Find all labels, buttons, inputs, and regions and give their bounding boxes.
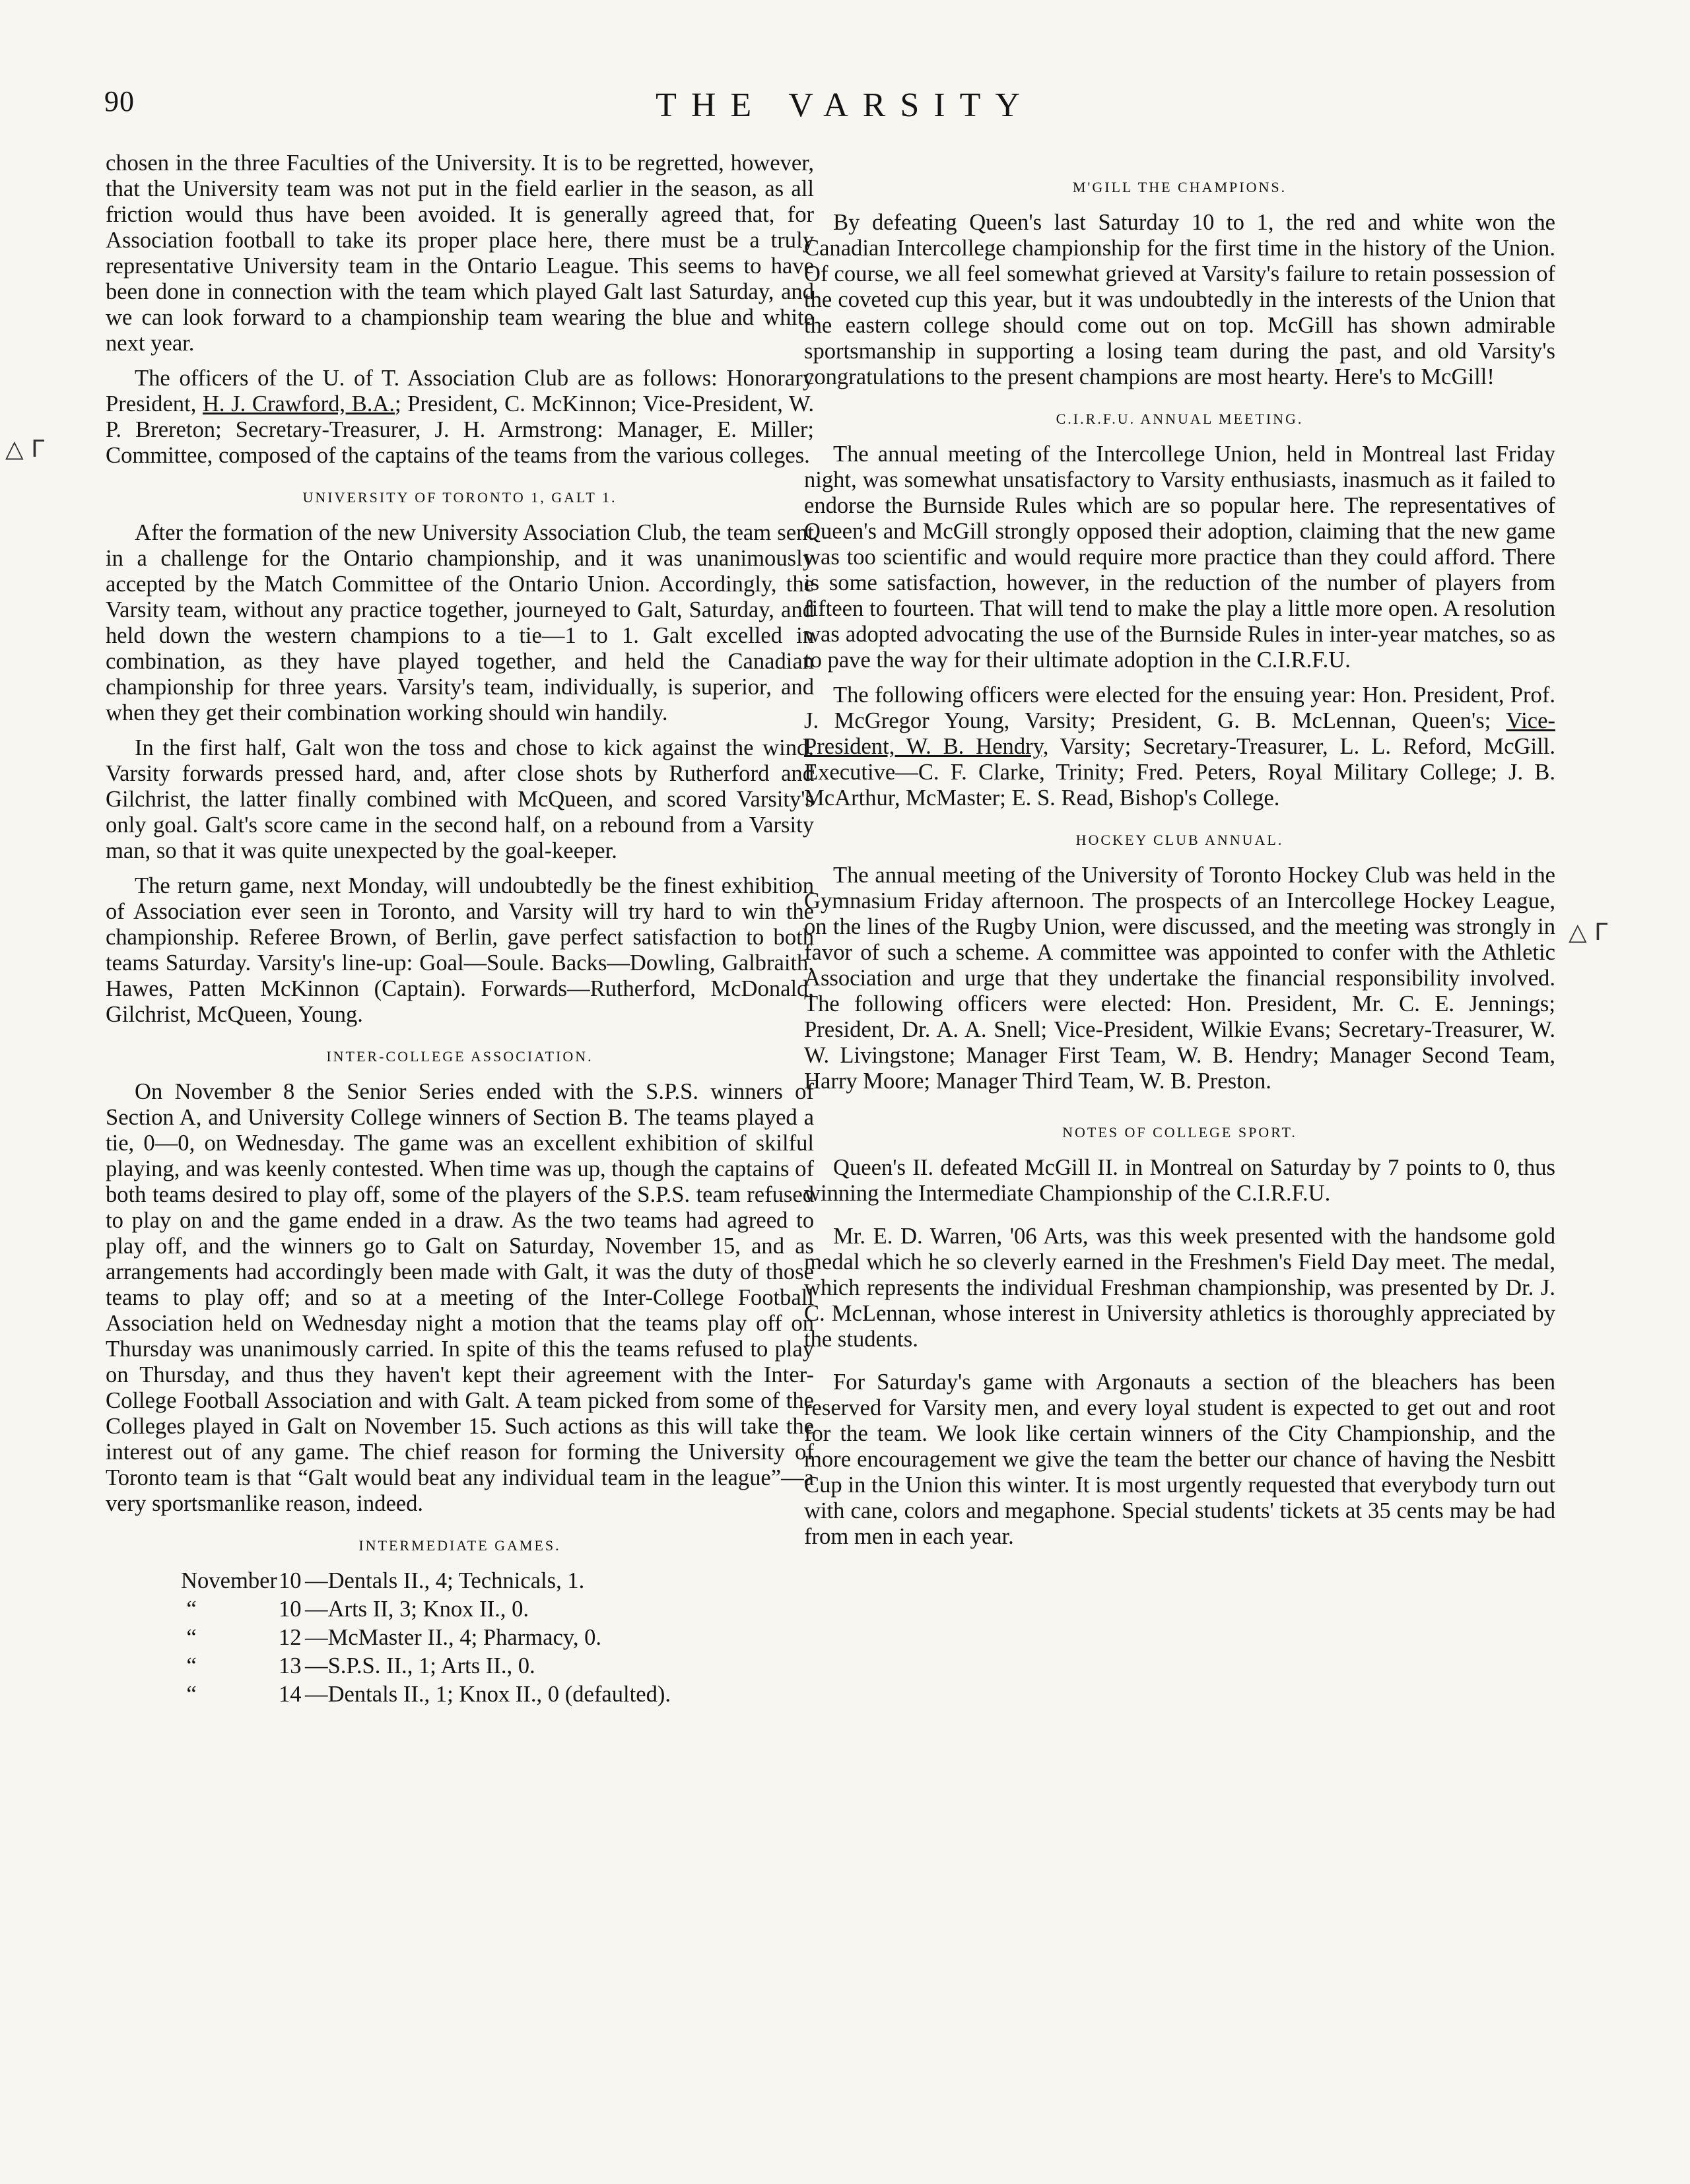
galt-paragraph-2: In the first half, Galt won the toss and chose to kick against the wind. Varsity forwards pressed hard, and, after close shots by Rutherford and Gilchrist, the latter finally combined with McQueen, and scored Varsity's only goal. Galt's score came in the second half, on a rebound from a Varsity man, so that it was quite unexpected by the goal-keeper.	[106, 735, 814, 863]
officers-text-b: ; President, C. McKinnon; Vice-President, W. P. Brereton; Secretary-Treasurer, J. H. Armstrong: Manager, E. Miller; Committee, composed of the captains of the teams from the various colleges.	[106, 391, 814, 468]
game-date: “	[186, 1597, 197, 1622]
notes-paragraph-1: Queen's II. defeated McGill II. in Montreal on Saturday by 7 points to 0, thus winning the Intermediate Championship of the C.I.R.F.U.	[804, 1155, 1555, 1206]
mcgill-heading: M'GILL THE CHAMPIONS.	[1072, 179, 1287, 195]
officers-paragraph	[106, 366, 814, 469]
game-day: 12	[279, 1625, 302, 1650]
game-day: 14	[279, 1682, 302, 1707]
game-date: “	[186, 1682, 197, 1707]
intermediate-games-list	[106, 1568, 814, 1707]
page-number: 90	[104, 85, 135, 117]
galt-paragraph-3: The return game, next Monday, will undoubtedly be the finest exhibition of Association ever seen in Toronto, and Varsity will try hard to win the championship. Referee Brown, of Berlin, gave perfect satisfaction to both teams Saturday. Varsity's line-up: Goal—Soule. Backs—Dowling, Galbraith, Hawes, Patten McKinnon (Captain). Forwards—Rutherford, McDonald, Gilchrist, McQueen, Young.	[106, 873, 814, 1027]
game-result: —Dentals II., 1; Knox II., 0 (defaulted).	[305, 1682, 671, 1707]
notes-paragraph-3: For Saturday's game with Argonauts a section of the bleachers has been reserved for Varsity men, and every loyal student is expected to get out and root for the team. We look like certain winners of the City Championship, and the more encouragement we give the team the better our chance of having the Nesbitt Cup in the Union this winter. It is most urgently requested that everybody turn out with cane, colors and megaphone. Special students' tickets at 35 cents may be had from men in each year.	[804, 1370, 1555, 1549]
game-day: 10	[279, 1597, 302, 1622]
game-row	[106, 1653, 814, 1679]
game-row	[106, 1625, 814, 1651]
game-row	[106, 1682, 814, 1707]
game-result: —Dentals II., 4; Technicals, 1.	[305, 1568, 585, 1593]
cirfu-paragraph-2	[804, 682, 1555, 811]
officers-text-a: The officers of the U. of T. Association Club are as follows: Honorary President,	[106, 366, 814, 416]
masthead-title: THE VARSITY	[656, 86, 1034, 124]
cirfu-paragraph-1: The annual meeting of the Intercollege Union, held in Montreal last Friday night, was somewhat unsatisfactory to Varsity enthusiasts, inasmuch as it failed to endorse the Burnside Rules which are so popular here. The representatives of Queen's and McGill strongly opposed their adoption, claiming that the new game was too scientific and would require more practice than they could afford. There is some satisfaction, however, in the reduction of the number of players from fifteen to fourteen. That will tend to make the play a little more open. A resolution was adopted advocating the use of the Burnside Rules in inter-year matches, so as to pave the way for their ultimate adoption in the C.I.R.F.U.	[804, 442, 1555, 673]
galt-paragraph-1: After the formation of the new University Association Club, the team sent in a challenge for the Ontario championship, and it was unanimously accepted by the Match Committee of the Ontario Union. Accordingly, the Varsity team, without any practice together, journeyed to Galt, Saturday, and held down the western champions to a tie—1 to 1. Galt excelled in combination, as they have played together, and held the Canadian championship for three years. Varsity's team, individually, is superior, and when they get their combination working should win handily.	[106, 520, 814, 725]
game-result: —Arts II, 3; Knox II., 0.	[305, 1597, 529, 1622]
intermediate-heading: INTERMEDIATE GAMES.	[358, 1537, 561, 1554]
game-date: “	[186, 1653, 197, 1678]
galt-heading: UNIVERSITY OF TORONTO 1, GALT 1.	[302, 489, 617, 506]
margin-mark-right: △ Γ	[1569, 919, 1608, 946]
game-result: —S.P.S. II., 1; Arts II., 0.	[305, 1653, 535, 1678]
officers-underlined-name: H. J. Crawford, B.A.	[202, 391, 395, 416]
mcgill-paragraph: By defeating Queen's last Saturday 10 to 1, the red and white won the Canadian Intercollege championship for the first time in the history of the Union. Of course, we all feel somewhat grieved at Varsity's failure to retain possession of the coveted cup this year, but it was undoubtedly in the interests of the Union that the eastern college should come out on top. McGill has shown admirable sportsmanship in supporting a losing team during the past, and old Varsity's congratulations to the present champions are most hearty. Here's to McGill!	[804, 210, 1555, 389]
intercollege-paragraph: On November 8 the Senior Series ended with the S.P.S. winners of Section A, and University College winners of Section B. The teams played a tie, 0—0, on Wednesday. The game was an excellent exhibition of skilful playing, and was keenly contested. When time was up, though the captains of both teams desired to play off, some of the players of the S.P.S. team refused to play on and the game ended in a draw. As the two teams had agreed to play off, and the winners go to Galt on Saturday, November 15, and as arrangements had accordingly been made with Galt, it was the duty of those teams to play off; and so at a meeting of the Inter-College Football Association held on Wednesday night a motion that the teams play off on Thursday was unanimously carried. In spite of this the teams refused to play on Thursday, and thus they haven't kept their agreement with the Inter-College Football Association and with Galt. A team picked from some of the Colleges played in Galt on November 15. Such actions as this will take the interest out of any game. The chief reason for forming the University of Toronto team is that “Galt would beat any individual team in the league”—a very sportsmanlike reason, indeed.	[106, 1079, 814, 1516]
notes-heading: NOTES OF COLLEGE SPORT.	[1062, 1124, 1297, 1141]
cirfu-heading: C.I.R.F.U. ANNUAL MEETING.	[1056, 411, 1304, 427]
cirfu-underlined-name: Vice-President, W. B. Hendry,	[804, 708, 1555, 759]
game-row	[106, 1597, 814, 1622]
hockey-heading: HOCKEY CLUB ANNUAL.	[1075, 832, 1284, 848]
game-day: 13	[279, 1653, 302, 1678]
hockey-paragraph: The annual meeting of the University of Toronto Hockey Club was held in the Gymnasium Friday afternoon. The prospects of an Intercollege Hockey League, on the lines of the Rugby Union, were discussed, and the meeting was strongly in favor of such a scheme. A committee was appointed to confer with the Athletic Association and urge that they undertake the financial responsibility involved. The following officers were elected: Hon. President, Mr. C. E. Jennings; President, Dr. A. A. Snell; Vice-President, Wilkie Evans; Secretary-Treasurer, W. W. Livingstone; Manager First Team, W. B. Hendry; Manager Second Team, Harry Moore; Manager Third Team, W. B. Preston.	[804, 863, 1555, 1094]
game-result: —McMaster II., 4; Pharmacy, 0.	[305, 1625, 602, 1650]
notes-paragraph-2: Mr. E. D. Warren, '06 Arts, was this week presented with the handsome gold medal which he so cleverly earned in the Freshmen's Field Day meet. The medal, which represents the individual Freshman championship, was presented by Dr. J. C. McLennan, whose interest in University athletics is thoroughly appreciated by the students.	[804, 1224, 1555, 1352]
left-column	[106, 150, 814, 1710]
game-date: “	[186, 1625, 197, 1650]
game-day: 10	[279, 1568, 302, 1593]
intercollege-heading: INTER-COLLEGE ASSOCIATION.	[326, 1048, 593, 1065]
game-row	[106, 1568, 814, 1594]
intro-paragraph: chosen in the three Faculties of the University. It is to be regretted, however, that the University team was not put in the field earlier in the season, as all friction would thus have been avoided. It is generally agreed that, for Association football to take its proper place here, there must be a truly representative University team in the Ontario League. This seems to have been done in connection with the team which played Galt last Saturday, and we can look forward to a championship team wearing the blue and white next year.	[106, 150, 814, 356]
margin-mark-left: △ Γ	[5, 436, 45, 463]
cirfu-text-a: The following officers were elected for the ensuing year: Hon. President, Prof. J. McGregor Young, Varsity; President, G. B. McLennan, Queen's;	[804, 682, 1555, 733]
cirfu-text-b: Varsity; Secretary-Treasurer, L. L. Reford, McGill. Executive—C. F. Clarke, Trinity; Fred. Peters, Royal Military College; J. B. McArthur, McMaster; E. S. Read, Bishop's College.	[804, 734, 1555, 811]
game-date: November	[181, 1568, 277, 1593]
right-column	[804, 178, 1555, 1559]
